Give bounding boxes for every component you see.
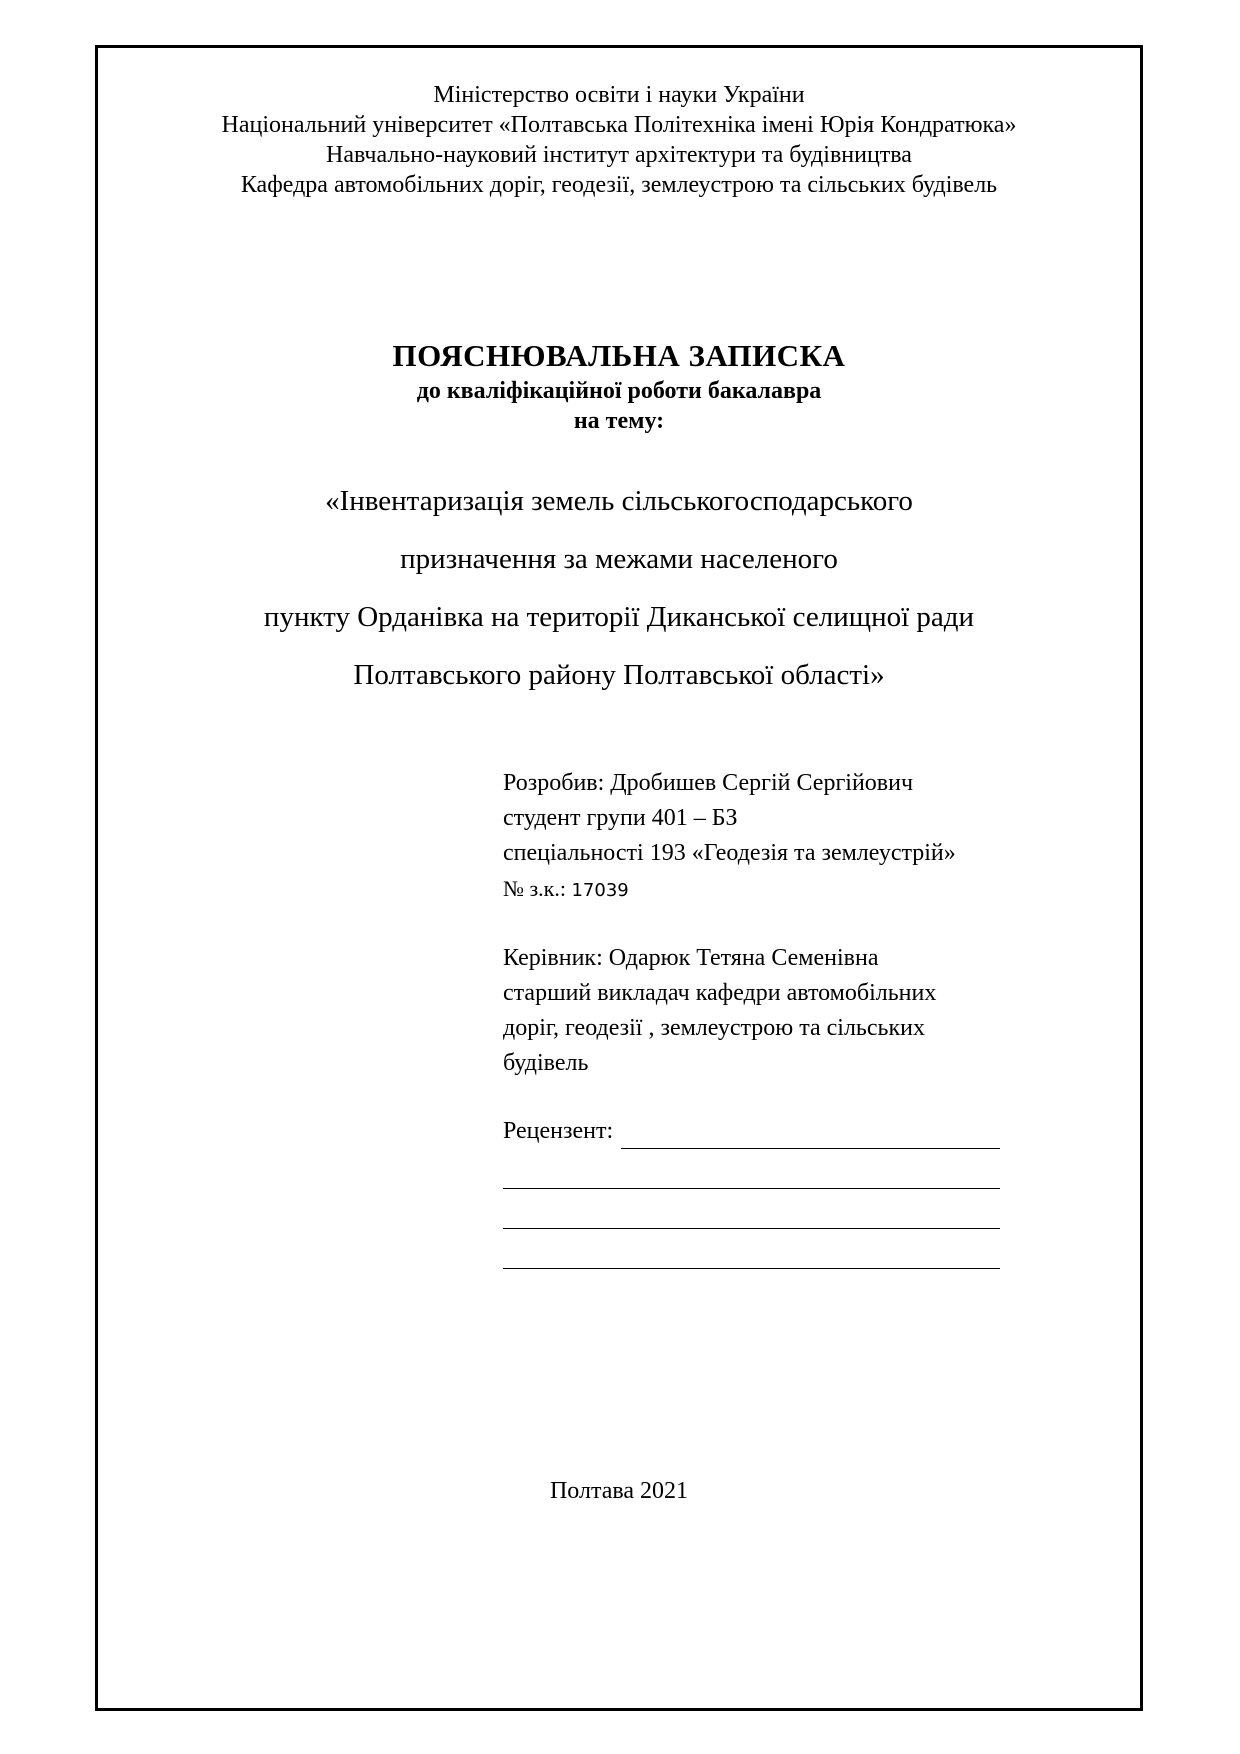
record-book-number: 17039 [571,880,629,901]
supervisor-position-line-2: доріг, геодезії , землеустрою та сільських [503,1015,925,1041]
document-title-block [95,336,1143,436]
ministry-line: Міністерство освіти і науки України [433,82,805,108]
institute-line: Навчально-науковий інститут архітектури та будівництва [326,142,912,168]
university-line: Національний університет «Полтавська Політехніка імені Юрія Кондратюка» [221,112,1017,138]
signature-line-3 [503,1229,1000,1269]
supervisor-name-line: Керівник: Одарюк Тетяна Семенівна [503,945,879,971]
student-group-line: студент групи 401 – БЗ [503,805,738,831]
department-line: Кафедра автомобільних доріг, геодезії, землеустрою та сільських будівель [240,172,998,198]
institution-header [95,80,1143,200]
document-subtitle: до кваліфікаційної роботи бакалавра [416,378,822,404]
reviewer-label: Рецензент: [503,1118,614,1144]
record-book-label: № з.к.: [503,876,566,901]
spacer [503,908,1000,941]
topic-line-3: пункту Орданівка на території Диканської селищної ради [263,601,975,633]
developer-name-line: Розробив: Дробишев Сергій Сергійович [503,770,914,796]
thesis-topic [95,472,1143,704]
topic-line-1: «Інвентаризація земель сільськогосподарського [325,485,913,517]
credits-block [503,766,1000,1269]
reviewer-row [503,1114,1000,1149]
reviewer-blank-line [621,1118,1000,1149]
record-book-row [503,871,1000,908]
topic-label: на тему: [573,408,665,434]
topic-line-4: Полтавського району Полтавської області» [353,659,885,691]
signature-line-2 [503,1189,1000,1229]
footer-city-year: Полтава 2021 [549,1478,689,1504]
spacer [503,1081,1000,1114]
document-title: ПОЯСНЮВАЛЬНА ЗАПИСКА [392,338,846,373]
specialty-line: спеціальності 193 «Геодезія та землеустрій» [503,840,956,866]
supervisor-position-line-3: будівель [503,1050,589,1076]
topic-line-2: призначення за межами населеного [400,543,838,575]
supervisor-position-line-1: старший викладач кафедри автомобільних [503,980,937,1006]
signature-line-1 [503,1149,1000,1189]
